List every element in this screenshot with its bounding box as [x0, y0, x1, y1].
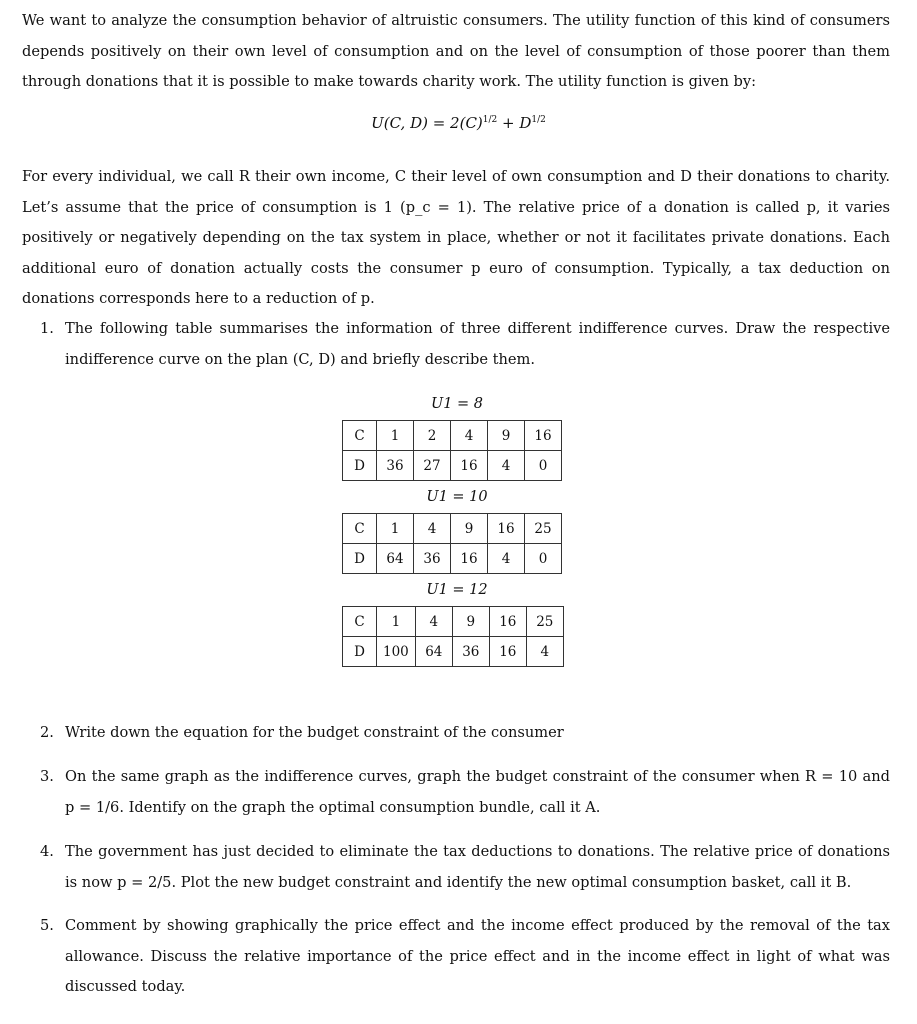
table-row: C 1 2 4 9 16	[343, 421, 562, 451]
table-row: C 1 4 9 16 25	[343, 607, 564, 637]
table-3-label: U1 = 12	[426, 582, 488, 598]
indifference-table-1	[342, 420, 562, 481]
question-3: 3. On the same graph as the indifference curves, graph the budget constraint of the consumer when R = 10 and p = 1/6. Identify on the graph the optimal consumption bundle, call it A.	[40, 768, 890, 816]
table-2-label: U1 = 10	[426, 489, 488, 505]
utility-formula: U(C, $D) = 2(C)^{1/2} + D^{1/2}$	[371, 114, 546, 132]
question-5: 5. Comment by showing graphically the price effect and the income effect produced by the removal of the tax allowance. Discuss the relative importance of the price effect and in the income effect in light of what was discussed today.	[40, 917, 890, 995]
intro-paragraph: We want to analyze the consumption behavior of altruistic consumers. The utility function of this kind of consumers depends positively on their own level of consumption and on the level of consumption of those poorer than them through donations that it is possible to make towards charity work. The utility function is given by:	[22, 12, 890, 90]
table-1-label: U1 = 8	[430, 396, 484, 412]
indifference-table-2	[342, 513, 562, 574]
table-row: D 100 64 36 16 4	[343, 637, 564, 667]
question-2: 2. Write down the equation for the budget constraint of the consumer	[40, 724, 564, 741]
indifference-table-3	[342, 606, 564, 667]
table-row: D 36 27 16 4 0	[343, 451, 562, 481]
question-4: 4. The government has just decided to eliminate the tax deductions to donations. The relative price of donations is now p = 2/5. Plot the new budget constraint and identify the new optimal consumption basket, call it B.	[40, 843, 890, 891]
definitions-paragraph: For every individual, we call R their own income, C their level of own consumption and D their donations to charity. Let’s assume that the price of consumption is 1 (p_c = 1). The relative price of a donation is called p, it varies positively or negatively depending on the tax system in place, whether or not it facilitates private donations. Each additional euro of donation actually costs the consumer p euro of consumption. Typically, a tax deduction on donations corresponds here to a reduction of p.	[22, 168, 890, 307]
question-1: 1. The following table summarises the information of three different indifference curves. Draw the respective indifference curve on the plan (C, D) and briefly describe them.	[40, 320, 890, 368]
table-row: D 64 36 16 4 0	[343, 544, 562, 574]
table-row: C 1 4 9 16 25	[343, 514, 562, 544]
